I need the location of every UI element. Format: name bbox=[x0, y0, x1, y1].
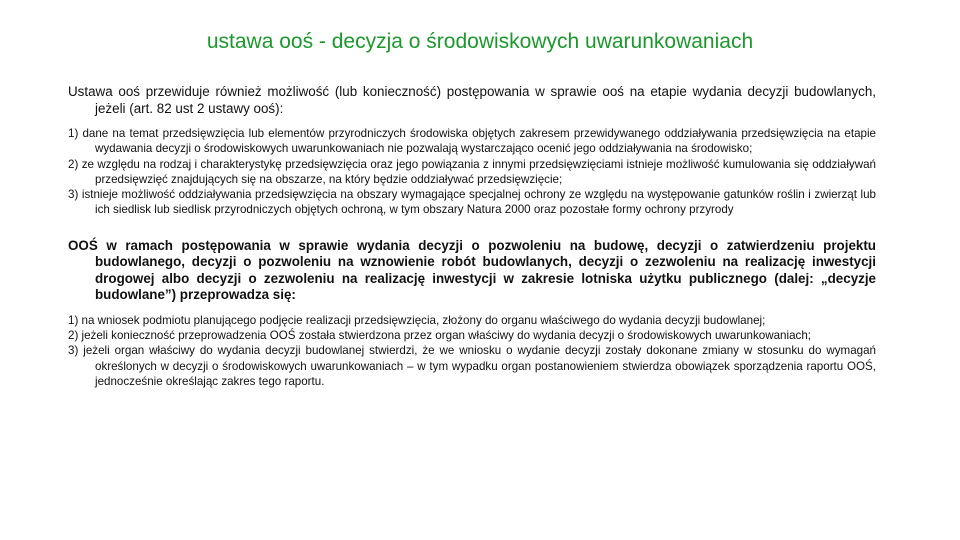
section1-item-2: 2) ze względu na rodzaj i charakterystykę przedsięwzięcia oraz jego powiązania z innymi przedsięwzięciami istnieje możliwość kumulowania się oddziaływań przedsięwzięć znajdujących się na obszarze, na który będzie oddziaływać przedsięwzięcie; bbox=[68, 157, 876, 186]
section2-list bbox=[68, 313, 876, 389]
slide-content bbox=[68, 84, 876, 389]
spacer bbox=[68, 117, 876, 120]
section2-lead: OOŚ w ramach postępowania w sprawie wydania decyzji o pozwoleniu na budowę, decyzji o zatwierdzeniu projektu budowlanego, decyzji o pozwoleniu na wznowienie robót budowlanych, decyzji o zezwoleniu na realizację inwestycji drogowej albo decyzji o zezwoleniu na realizację inwestycji w zakresie lotniska użytku publicznego (dalej: „decyzje budowlane”) przeprowadza się: bbox=[68, 237, 876, 303]
spacer bbox=[68, 304, 876, 307]
section1-item-3: 3) istnieje możliwość oddziaływania przedsięwzięcia na obszary wymagające specjalnej ochrony ze względu na występowanie gatunków roślin i zwierząt lub ich siedlisk lub siedlisk przyrodniczych objętych ochroną, w tym obszary Natura 2000 oraz pozostałe formy ochrony przyrody bbox=[68, 188, 876, 217]
section1-lead: Ustawa ooś przewiduje również możliwość (lub konieczność) postępowania w sprawie ooś na etapie wydania decyzji budowlanych, jeżeli (art. 82 ust 2 ustawy ooś): bbox=[68, 84, 876, 116]
section2-item-2: 2) jeżeli konieczność przeprowadzenia OOŚ została stwierdzona przez organ właściwy do wydania decyzji o środowiskowych uwarunkowaniach; bbox=[68, 329, 811, 343]
section2-item-1: 1) na wniosek podmiotu planującego podjęcie realizacji przedsięwzięcia, złożony do organu właściwego do wydania decyzji budowlanej; bbox=[68, 313, 766, 327]
section1-list bbox=[68, 126, 876, 218]
section-spacer bbox=[68, 218, 876, 238]
slide-title: ustawa ooś - decyzja o środowiskowych uwarunkowaniach bbox=[206, 30, 754, 53]
section1-item-1: 1) dane na temat przedsięwzięcia lub elementów przyrodniczych środowiska objętych zakresem przewidywanego oddziaływania przedsięwzięcia na etapie wydawania decyzji o środowiskowych uwarunkowaniach nie pozwalają wystarczająco ocenić jego oddziaływania na środowisko; bbox=[68, 127, 876, 156]
section2-item-3: 3) jeżeli organ właściwy do wydania decyzji budowlanej stwierdzi, że we wniosku o wydanie decyzji zostały dokonane zmiany w stosunku do wymagań określonych w decyzji o środowiskowych uwarunkowaniach – w tym wypadku organ postanowieniem stwierdza obowiązek sporządzenia raportu OOŚ, jednocześnie określając zakres tego raportu. bbox=[68, 344, 876, 388]
